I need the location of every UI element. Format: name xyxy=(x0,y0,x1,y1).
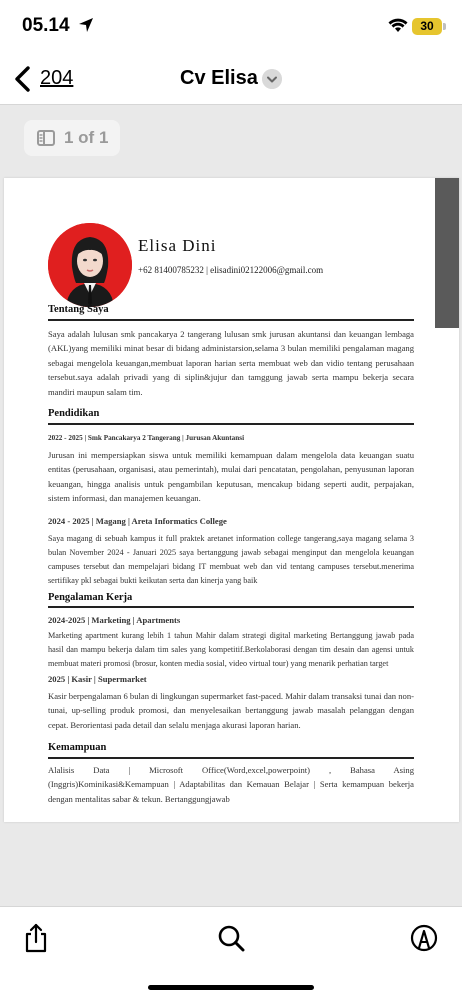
education-entry-heading: 2022 - 2025 | Smk Pancakarya 2 Tangerang | Jurusan Akuntansi xyxy=(48,434,245,442)
search-icon[interactable] xyxy=(217,923,245,953)
section-title-education: Pendidikan xyxy=(48,408,100,419)
about-text: Saya adalah lulusan smk pancakarya 2 tangerang lulusan smk jurusan akuntansi dan keuangan lembaga (AKL)yang memiliki minat besar di bidang administarsion,selama 3 bulan memiliki pengalaman magang sebagai mengelola keuangan,membuat laporan harian serta membuat web dan vidio tentang perusahaan tersebut.saya adalah privadi yang di siplin&jujur dan tamggung jawab serta mampu bekerja secara mandiri maupun salam tim. xyxy=(48,329,414,397)
cv-contact: +62 81400785232 | elisadini02122006@gmail.com xyxy=(138,265,324,275)
internship-entry-heading: 2024 - 2025 | Magang | Areta Informatics College xyxy=(48,516,227,526)
document-title[interactable]: Cv Elisa xyxy=(180,67,258,89)
experience-entry-heading: 2024-2025 | Marketing | Apartments xyxy=(48,615,181,625)
navigation-bar xyxy=(0,54,462,104)
share-icon[interactable] xyxy=(22,923,50,953)
battery-tip xyxy=(443,23,446,30)
chevron-down-icon[interactable] xyxy=(262,69,282,89)
home-indicator xyxy=(148,985,314,990)
section-title-skills: Kemampuan xyxy=(48,742,107,753)
status-bar xyxy=(0,0,462,54)
avatar xyxy=(48,223,132,307)
page-count-label: 1 of 1 xyxy=(64,128,109,147)
section-rule xyxy=(48,423,414,425)
section-title-about: Tentang Saya xyxy=(48,304,109,315)
section-rule xyxy=(48,606,414,608)
experience-entry-text: Marketing apartment kurang lebih 1 tahun Mahir dalam strategi digital marketing Bertanggung jawab pada hasil dan mampu bekerja dalam tim sales yang kompetitif.Berkolaborasi dengan tim desain dan agensi untuk membuat materi promosi (brosur, konten media sosial, video virtual tour) yang menarik perhatian target xyxy=(48,631,414,668)
status-time: 05.14 xyxy=(22,15,70,36)
page-indicator[interactable] xyxy=(24,120,120,156)
chevron-left-icon[interactable] xyxy=(12,66,32,92)
section-rule xyxy=(48,319,414,321)
nav-divider xyxy=(0,104,462,105)
skills-text: Alalisis Data | Microsoft Office(Word,excel,powerpoint) , Bahasa Asing (Inggris)Kominikasi&Kemampuan | Adaptabilitas dan Kemauan Belajar | Serta kemampuan bekerja dengan mentalitas sabar & tekun. Bertanggungjawab xyxy=(48,765,414,804)
markup-pen-icon[interactable] xyxy=(410,923,438,953)
experience-entry-text: Kasir berpengalaman 6 bulan di lingkungan supermarket fast-paced. Mahir dalam transaksi tunai dan non-tunai, up-selling produk promosi, dan menyelesaikan bertanggung jawab masalah pelanggan dengan cepat. Berorientasi pada detail dan selalu menjaga akurasi laporan harian. xyxy=(48,691,414,730)
section-title-experience: Pengalaman Kerja xyxy=(48,592,133,603)
battery-indicator: 30 xyxy=(412,18,442,35)
internship-entry-text: Saya magang di sebuah kampus it full praktek aretanet information college tangerang,saya magang selama 3 bulan November 2024 - Januari 2025 saya bertanggung jawab sebagai menginput dan mengelola keuangan campuses tersebut dan mempelajari bidang IT membuat web dan vid tentang campuses tersebut.menerima sertifikay pkl sebagai bukti keikutan serta dan kinerja yang baik xyxy=(48,534,414,585)
cv-name: Elisa Dini xyxy=(138,236,217,255)
profile-photo xyxy=(48,223,132,307)
back-count-link[interactable]: 204 xyxy=(40,67,74,89)
section-rule xyxy=(48,757,414,759)
education-entry-text: Jurusan ini mempersiapkan siswa untuk memiliki kemampuan dalam mengelola data keuangan suatu entitas (perusahaan, organisasi, atau pemerintah), mulai dari pencatatan, pengolahan, penyusunan laporan keuangan, hingga analisis untuk pengambilan keputusan, mencakup bidang seperti audit, perpajakan, sistem informasi, dan manajemen keuangan. xyxy=(48,450,414,504)
experience-entry-heading: 2025 | Kasir | Supermarket xyxy=(48,674,147,684)
document-page[interactable] xyxy=(4,178,459,822)
wifi-icon xyxy=(388,18,408,33)
scrollbar-thumb[interactable] xyxy=(435,178,459,328)
page-thumbnail-icon xyxy=(37,130,55,146)
location-arrow-icon xyxy=(78,17,94,33)
